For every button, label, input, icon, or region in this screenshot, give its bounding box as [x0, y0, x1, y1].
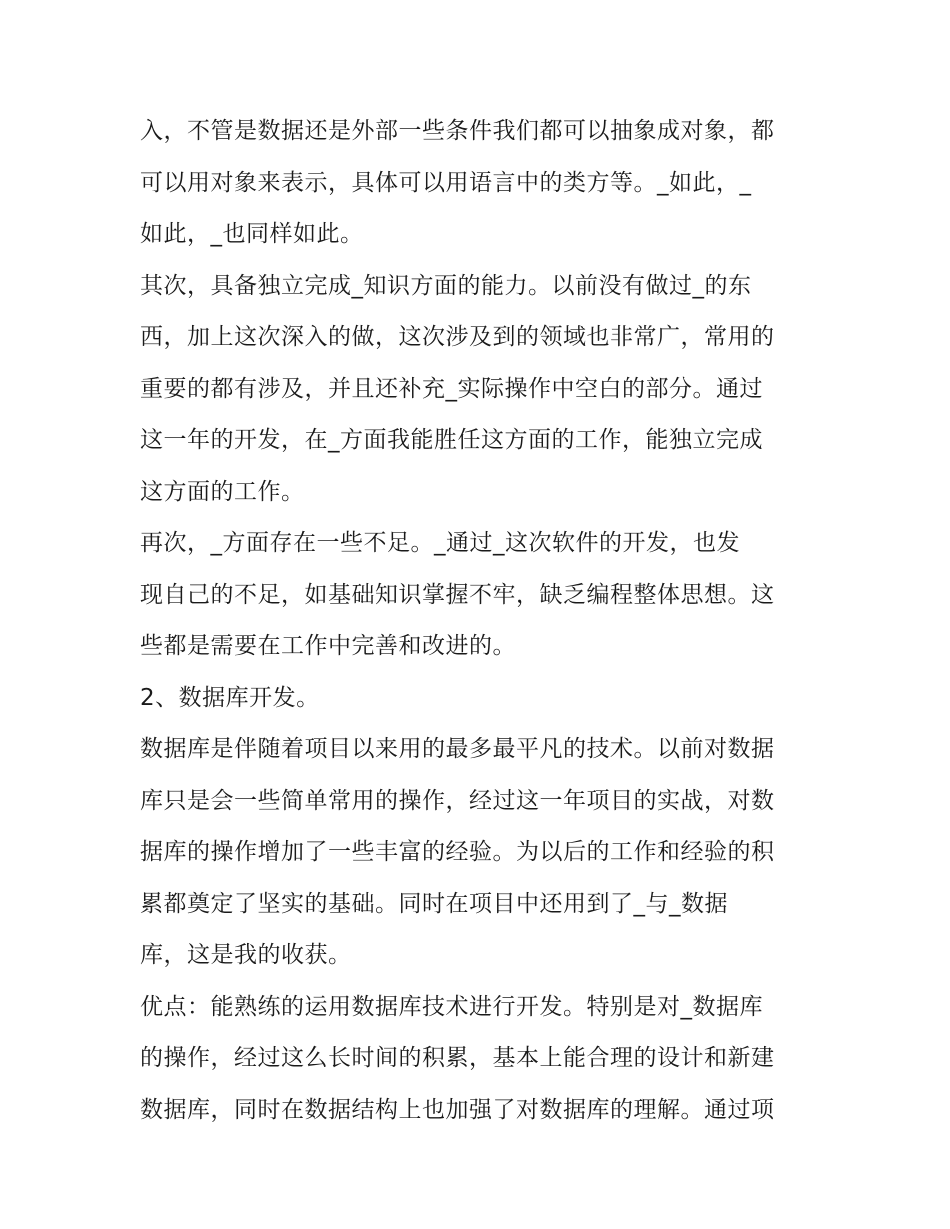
text-line: 现自己的不足，如基础知识掌握不牢，缺乏编程整体思想。这 — [140, 581, 775, 608]
text-line: 如此，_也同样如此。 — [140, 221, 364, 247]
text-line: 据库的操作增加了一些丰富的经验。为以后的工作和经验的积 — [140, 839, 775, 865]
text-line: 可以用对象来表示，具体可以用语言中的类方等。_如此，_ — [140, 169, 752, 196]
text-line: 的操作，经过这么长时间的积累，基本上能合理的设计和新建 — [140, 1045, 775, 1071]
text-line: 其次，具备独立完成_知识方面的能力。以前没有做过_的东 — [140, 272, 752, 299]
text-line: 库，这是我的收获。 — [140, 942, 352, 968]
text-line: 数据库是伴随着项目以来用的最多最平凡的技术。以前对数据 — [140, 736, 775, 762]
text-line: 累都奠定了坚实的基础。同时在项目中还用到了_与_数据 — [140, 890, 728, 917]
text-line: 西，加上这次深入的做，这次涉及到的领域也非常广，常用的 — [140, 324, 775, 350]
text-line: 入，不管是数据还是外部一些条件我们都可以抽象成对象，都 — [140, 118, 775, 144]
text-line: 这方面的工作。 — [140, 478, 305, 505]
text-line: 些都是需要在工作中完善和改进的。 — [140, 633, 516, 659]
text-line: 这一年的开发，在_方面我能胜任这方面的工作，能独立完成 — [140, 427, 763, 453]
text-line: 重要的都有涉及，并且还补充_实际操作中空白的部分。通过 — [140, 375, 763, 402]
text-line: 优点：能熟练的运用数据库技术进行开发。特别是对_数据库 — [140, 993, 763, 1020]
text-line: 数据库，同时在数据结构上也加强了对数据库的理解。通过项 — [140, 1096, 775, 1123]
text-line: 再次，_方面存在一些不足。_通过_这次软件的开发，也发 — [140, 530, 740, 556]
text-line: 库只是会一些简单常用的操作，经过这一年项目的实战，对数 — [140, 787, 775, 814]
document-body — [140, 106, 816, 1136]
section-heading: 2、数据库开发。 — [140, 684, 320, 711]
